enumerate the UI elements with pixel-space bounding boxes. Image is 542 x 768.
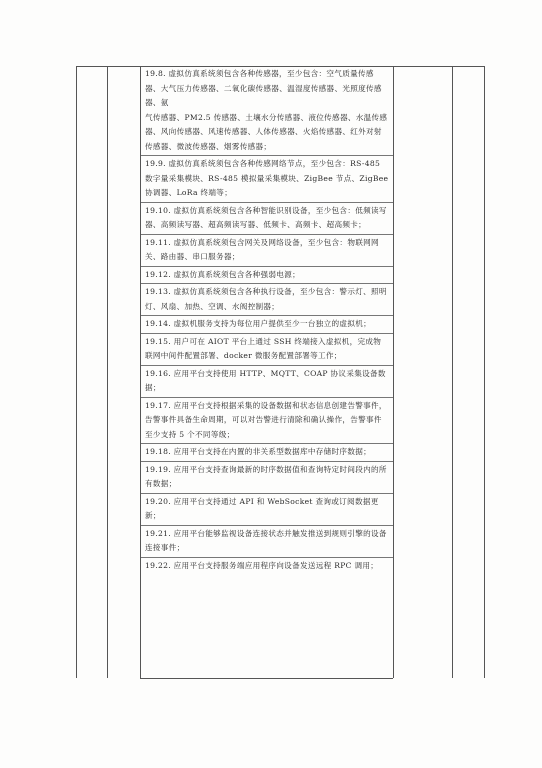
list-item: 19.20. 应用平台支持通过 API 和 WebSocket 查询或订阅数据更新； (141, 494, 393, 526)
list-item: 19.8. 虚拟仿真系统须包含各种传感器，至少包含：空气质量传感器、大气压力传感器、二氧化碳传感器、温湿度传感器、光照度传感器、氨 气传感器、PM2.5 传感器、土壤水分传感器、液位传感器、水温传感器、风向传感器、风速传感器、人体传感器、火焰传感器、红外对射传感器、微波传感器、烟雾传感器； (141, 66, 393, 156)
table-bottom-border (140, 678, 393, 679)
list-item: 19.13. 虚拟仿真系统须包含各种执行设备，至少包含：警示灯、照明灯、风扇、加热、空调、水阀控制器； (141, 284, 393, 316)
column-divider (484, 66, 485, 678)
column-divider (76, 66, 77, 678)
list-item: 19.9. 虚拟仿真系统须包含各种传感网络节点，至少包含：RS-485 数字量采集模块、RS-485 模拟量采集模块、ZigBee 节点、ZigBee 协调器、LoRa 终端等； (141, 156, 393, 203)
list-item: 19.16. 应用平台支持使用 HTTP、MQTT、COAP 协议采集设备数据； (141, 366, 393, 398)
column-divider (393, 66, 394, 678)
list-item: 19.17. 应用平台支持根据采集的设备数据和状态信息创建告警事件，告警事件具备生命周期，可以对告警进行清除和确认操作，告警事件至少支持 5 个不同等级； (141, 398, 393, 445)
list-item: 19.11. 虚拟仿真系统须包含网关及网络设备，至少包含：物联网网关、路由器、串口服务器； (141, 235, 393, 267)
list-item: 19.12. 虚拟仿真系统须包含各种强弱电源； (141, 267, 393, 285)
list-item: 19.18. 应用平台支持在内置的非关系型数据库中存储时序数据； (141, 444, 393, 462)
list-item: 19.10. 虚拟仿真系统须包含各种智能识别设备，至少包含：低频读写器、高频读写器、超高频读写器、低频卡、高频卡、超高频卡； (141, 203, 393, 235)
column-divider (452, 66, 453, 678)
requirements-list (141, 66, 393, 574)
list-item: 19.19. 应用平台支持查询最新的时序数据值和查询特定时间段内的所有数据； (141, 462, 393, 494)
list-item: 19.21. 应用平台能够监视设备连接状态并触发推送到规则引擎的设备连接事件； (141, 526, 393, 558)
list-item: 19.22. 应用平台支持服务端应用程序向设备发送远程 RPC 调用； (145, 560, 379, 570)
column-divider (107, 66, 108, 678)
list-item: 19.14. 虚拟机服务支持为每位用户提供至少一台独立的虚拟机； (141, 316, 393, 334)
list-item: 19.15. 用户可在 AIOT 平台上通过 SSH 终端接入虚拟机，完成物联网中间件配置部署、docker 微服务配置部署等工作； (141, 334, 393, 366)
